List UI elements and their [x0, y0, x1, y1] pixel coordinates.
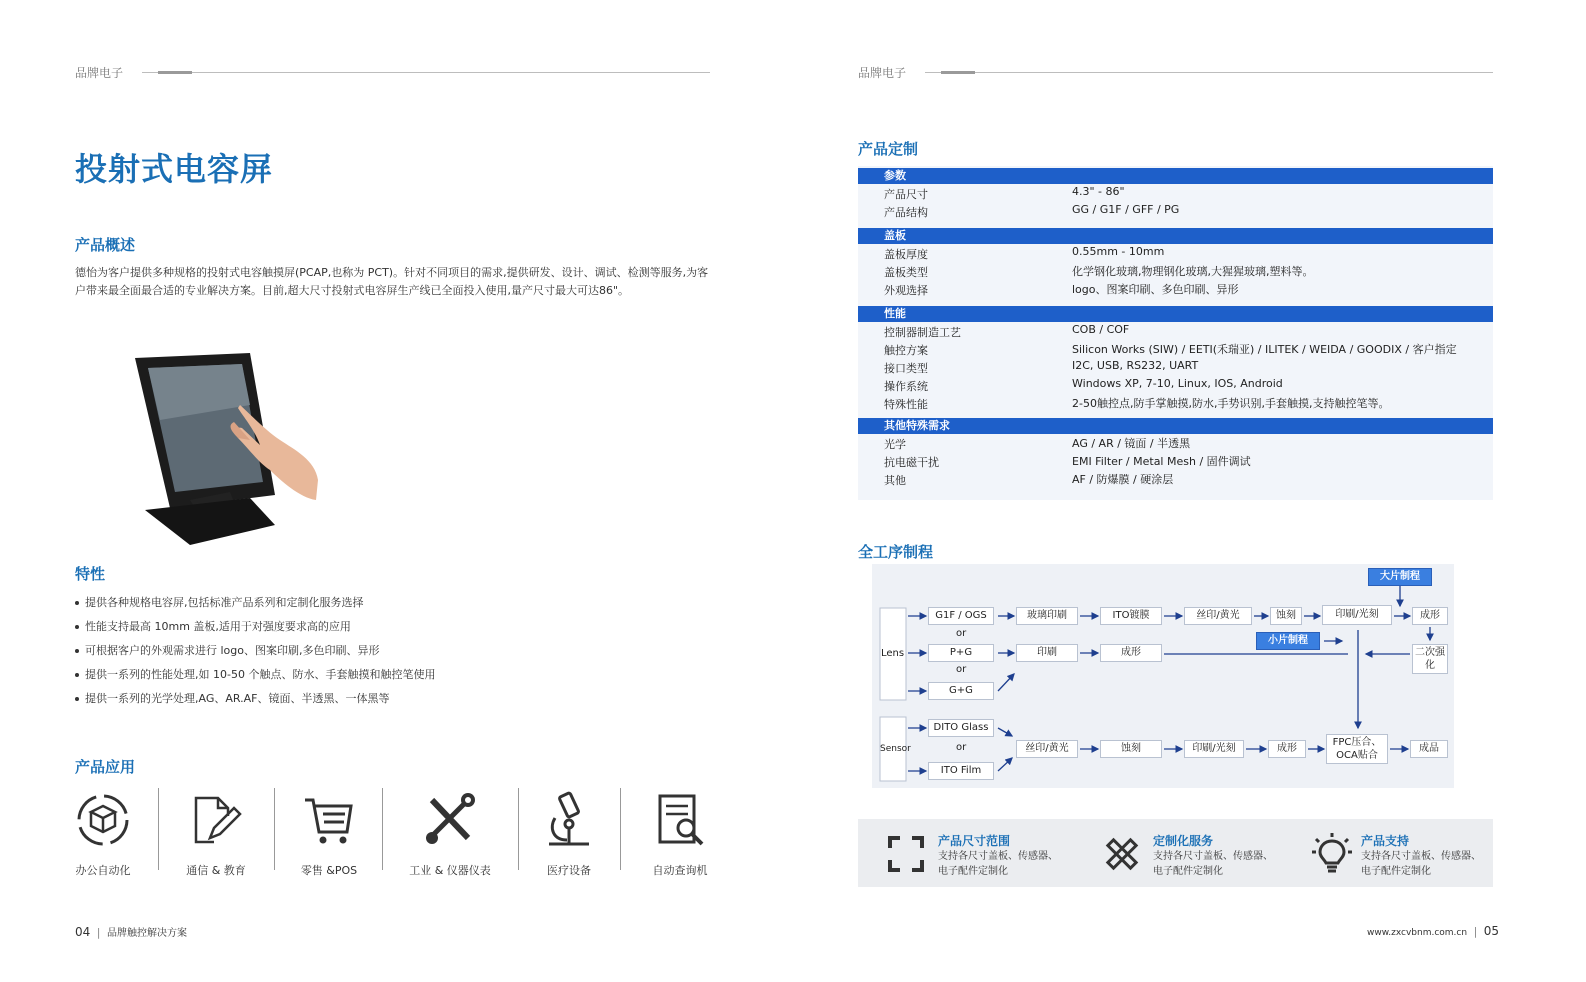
spec-row: 操作系统 Windows XP, 7-10, Linux, IOS, Android: [884, 377, 1283, 393]
service-item-support: [1310, 831, 1354, 879]
left-page-number: 04: [75, 925, 91, 939]
spec-row: 外观选择 logo、图案印刷、多色印刷、异形: [884, 283, 1239, 297]
service-item-size: [886, 834, 926, 878]
tools-icon: [420, 790, 480, 850]
flow-step: 印刷: [1016, 644, 1078, 662]
microscope-icon: [539, 790, 599, 850]
service-title: 产品尺寸范围: [938, 834, 1011, 848]
flow-small-sheet-tag: 小片制程: [1256, 632, 1320, 650]
flow-or: or: [956, 742, 967, 753]
app-office-automation: [68, 790, 138, 878]
right-footer: www.zxcvbnm.com.cn | 05: [1367, 924, 1500, 938]
flow-step: 玻璃印刷: [1016, 607, 1078, 625]
service-title: 产品支持: [1361, 834, 1410, 848]
flow-step: 印刷/光刻: [1184, 740, 1244, 758]
flow-step: G+G: [928, 682, 994, 700]
ruler-pencil-icon: [1102, 834, 1142, 874]
right-header-rule: [925, 72, 1493, 73]
flow-large-sheet-tag: 大片制程: [1368, 568, 1432, 586]
left-header-rule: [142, 72, 710, 73]
divider: [274, 788, 275, 870]
spec-row: 其他 AF / 防爆膜 / 硬涂层: [884, 473, 1174, 487]
right-footer-url: www.zxcvbnm.com.cn: [1367, 928, 1468, 938]
spec-row: 抗电磁干扰 EMI Filter / Metal Mesh / 固件调试: [884, 455, 1251, 469]
spec-group-header: 盖板: [858, 228, 1493, 244]
office-automation-icon: [73, 790, 133, 850]
flow-or: or: [956, 628, 967, 639]
flow-step: P+G: [928, 644, 994, 662]
left-footer: 04 | 品牌触控解决方案: [75, 925, 187, 939]
flow-step: ITO Film: [928, 762, 994, 780]
applications-heading: 产品应用: [75, 758, 136, 776]
app-retail-pos: [294, 790, 364, 878]
flow-step: 印刷/光刻: [1322, 605, 1392, 625]
feature-item: 可根据客户的外观需求进行 logo、图案印刷,多色印刷、异形: [75, 642, 380, 658]
feature-item: 性能支持最高 10mm 盖板,适用于对强度要求高的应用: [75, 618, 351, 634]
spec-table: [858, 166, 1493, 500]
flow-step: 蚀刻: [1100, 740, 1162, 758]
spec-row: 盖板类型 化学钢化玻璃,物理钢化玻璃,大猩猩玻璃,塑料等。: [884, 265, 1314, 279]
left-header-accent: [158, 71, 192, 74]
flow-sensor-label: Sensor: [880, 744, 911, 754]
customization-heading: 产品定制: [858, 140, 919, 158]
spec-row: 盖板厚度 0.55mm - 10mm: [884, 245, 1165, 261]
flow-or: or: [956, 664, 967, 675]
app-label: 医疗设备: [547, 864, 591, 877]
left-brand: 品牌电子: [75, 66, 124, 80]
spec-group-header: 参数: [858, 168, 1493, 184]
features-heading: 特性: [75, 565, 106, 583]
overview-heading: 产品概述: [75, 236, 136, 254]
shopping-cart-icon: [299, 790, 359, 850]
feature-item: 提供一系列的光学处理,AG、AR.AF、镜面、半透黑、一体黑等: [75, 690, 389, 706]
app-communication-education: [178, 790, 254, 878]
touch-monitor-image: [130, 350, 330, 550]
flow-step: 二次强化: [1412, 644, 1448, 674]
app-label: 办公自动化: [75, 864, 131, 877]
flow-step: 蚀刻: [1270, 607, 1302, 625]
left-footer-text: 品牌触控解决方案: [107, 928, 187, 939]
flow-step: 成形: [1100, 644, 1162, 662]
flow-step: 丝印/黄光: [1016, 740, 1078, 758]
document-pen-icon: [186, 790, 246, 850]
spec-row: 光学 AG / AR / 镜面 / 半透黑: [884, 437, 1191, 451]
search-document-icon: [650, 790, 710, 850]
right-header-accent: [941, 71, 975, 74]
app-kiosk: [644, 790, 716, 878]
process-heading: 全工序制程: [858, 543, 934, 561]
app-industry-instruments: [402, 790, 498, 878]
flow-step: FPC压合、OCA贴合: [1326, 734, 1388, 764]
app-label: 自动查询机: [652, 864, 708, 877]
feature-item: 提供一系列的性能处理,如 10-50 个触点、防水、手套触摸和触控笔使用: [75, 666, 435, 682]
spec-row: 接口类型 I2C, USB, RS232, UART: [884, 359, 1199, 375]
overview-text: 德怡为客户提供多种规格的投射式电容触摸屏(PCAP,也称为 PCT)。针对不同项目的需求,提供研发、设计、调试、检测等服务,为客户带来最全面最合适的专业解决方案。目前,超大尺寸投射式电容屏生产线已全面投入使用,量产尺寸最大可达86"。: [75, 266, 709, 297]
service-item-custom: [1102, 834, 1142, 878]
flow-step: 成形: [1412, 607, 1448, 625]
divider: [518, 788, 519, 870]
right-brand: 品牌电子: [858, 66, 907, 80]
divider: [382, 788, 383, 870]
spec-row: 控制器制造工艺 COB / COF: [884, 323, 1130, 339]
feature-item: 提供各种规格电容屏,包括标准产品系列和定制化服务选择: [75, 594, 364, 610]
service-title: 定制化服务: [1153, 834, 1214, 848]
divider: [158, 788, 159, 870]
app-label: 工业 & 仪器仪表: [409, 864, 491, 877]
spec-row: 特殊性能 2-50触控点,防手掌触摸,防水,手势识别,手套触摸,支持触控笔等。: [884, 397, 1390, 411]
frame-corners-icon: [886, 834, 926, 874]
lightbulb-icon: [1310, 831, 1354, 875]
flow-step: 成品: [1410, 740, 1448, 758]
spec-group-header: 其他特殊需求: [858, 418, 1493, 434]
spec-row: 产品结构 GG / G1F / GFF / PG: [884, 203, 1180, 219]
app-medical: [538, 790, 600, 878]
spec-row: 产品尺寸 4.3" - 86": [884, 185, 1125, 201]
flow-step: DITO Glass: [928, 719, 994, 737]
flow-step: 丝印/黄光: [1184, 607, 1252, 625]
process-flow-diagram: [872, 564, 1454, 788]
app-label: 通信 & 教育: [186, 864, 246, 877]
spec-group-header: 性能: [858, 306, 1493, 322]
service-desc: 支持各尺寸盖板、传感器、 电子配件定制化: [938, 851, 1058, 877]
right-page-number: 05: [1483, 924, 1500, 938]
service-desc: 支持各尺寸盖板、传感器、 电子配件定制化: [1153, 851, 1273, 877]
page-title: 投射式电容屏: [75, 150, 274, 188]
flow-step: G1F / OGS: [928, 607, 994, 625]
spec-row: 触控方案 Silicon Works (SIW) / EETI(禾瑞亚) / ILITEK / WEIDA / GOODIX / 客户指定: [884, 343, 1457, 357]
service-desc: 支持各尺寸盖板、传感器、 电子配件定制化: [1361, 851, 1481, 877]
divider: [620, 788, 621, 870]
flow-step: ITO镀膜: [1100, 607, 1162, 625]
service-bar: [858, 819, 1493, 887]
flow-lens-label: Lens: [881, 648, 905, 659]
flow-step: 成形: [1268, 740, 1306, 758]
app-label: 零售 &POS: [300, 864, 358, 877]
